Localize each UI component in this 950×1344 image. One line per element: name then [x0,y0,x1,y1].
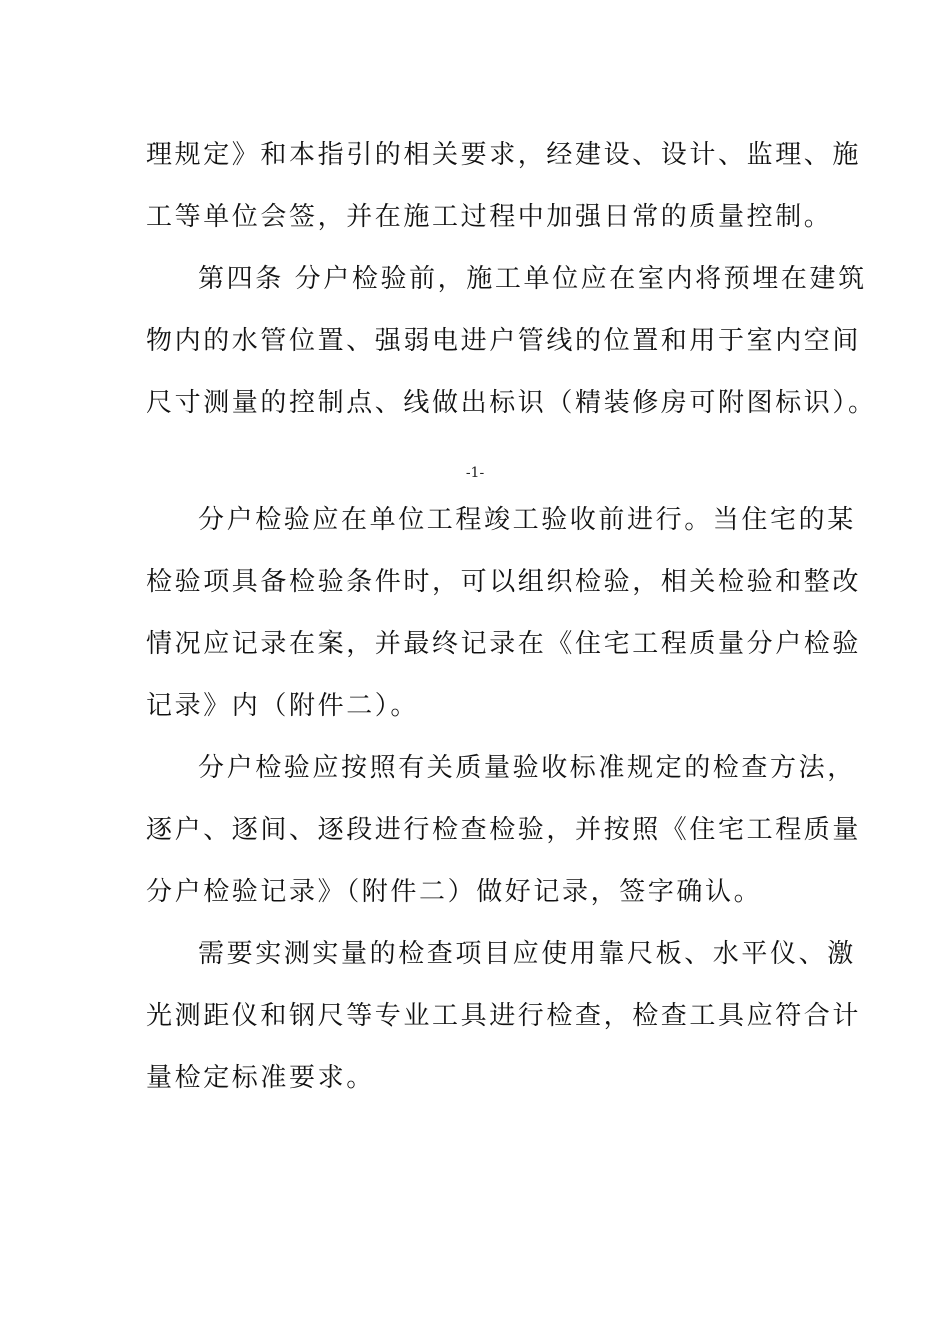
text-line: 理规定》和本指引的相关要求，经建设、设计、监理、施 [146,140,862,170]
text-line: 工等单位会签，并在施工过程中加强日常的质量控制。 [146,202,833,232]
text-line: 物内的水管位置、强弱电进户管线的位置和用于室内空间 [146,326,862,356]
paragraph-start-line: 第四条 分户检验前，施工单位应在室内将预埋在建筑 [198,264,867,294]
paragraph-start-line: 分户检验应在单位工程竣工验收前进行。当住宅的某 [198,505,856,535]
text-line: 光测距仪和钢尺等专业工具进行检查，检查工具应符合计 [146,1001,862,1031]
text-line: 记录》内（附件二）。 [146,691,420,721]
text-line: 量检定标准要求。 [146,1063,375,1093]
text-line: 逐户、逐间、逐段进行检查检验，并按照《住宅工程质量 [146,815,862,845]
text-line: 分户检验记录》（附件二）做好记录，签字确认。 [146,877,763,907]
paragraph-start-line: 分户检验应按照有关质量验收标准规定的检查方法， [198,753,856,783]
text-line: 检验项具备检验条件时，可以组织检验，相关检验和整改 [146,567,862,597]
paragraph-start-line: 需要实测实量的检查项目应使用靠尺板、水平仪、激 [198,939,856,969]
text-line: 情况应记录在案，并最终记录在《住宅工程质量分户检验 [146,629,862,659]
page-number: -1- [465,465,485,481]
text-line: 尺寸测量的控制点、线做出标识（精装修房可附图标识）。 [146,388,877,418]
